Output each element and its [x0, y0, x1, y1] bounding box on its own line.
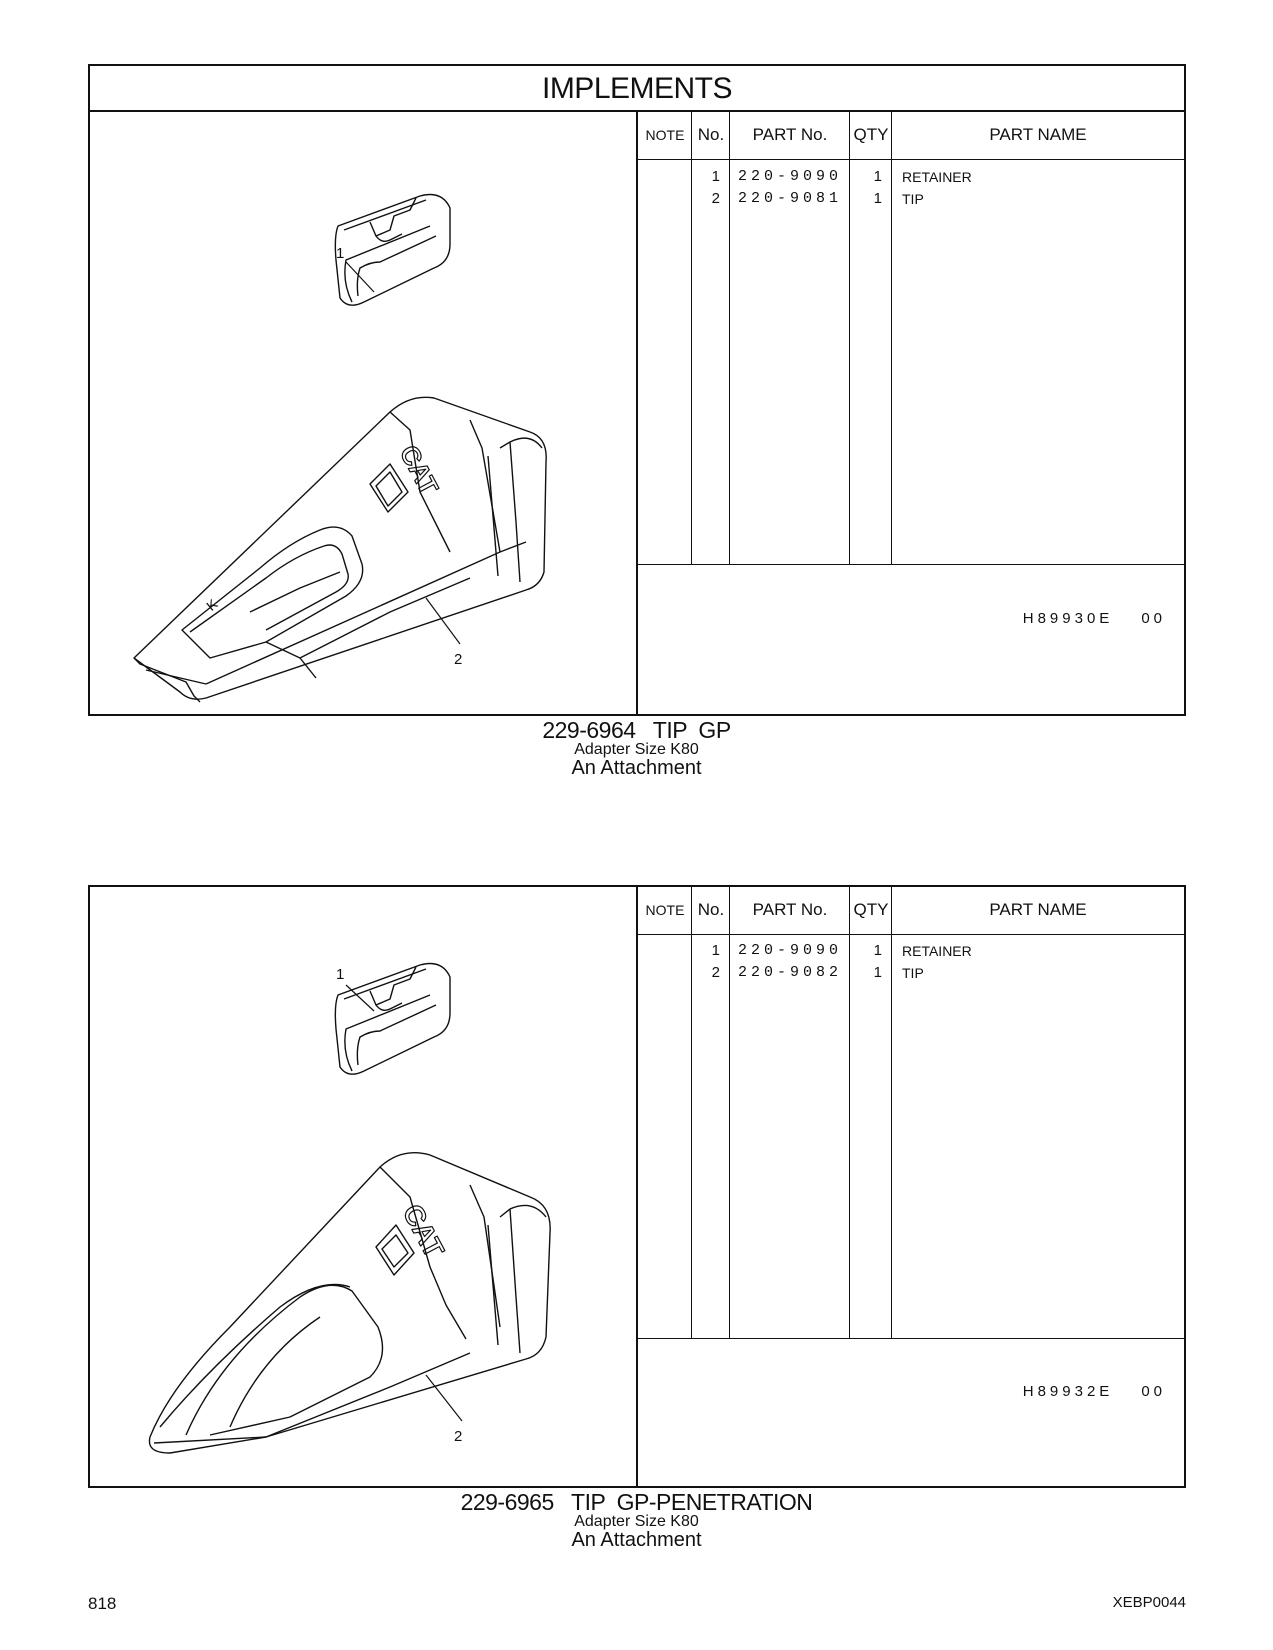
table-row — [638, 962, 1184, 984]
table-row — [638, 166, 1184, 188]
caption-title: 229-6964 TIP GP — [542, 717, 731, 743]
retainer-drawing — [335, 964, 450, 1075]
section-title: IMPLEMENTS — [90, 66, 1184, 112]
header-note: NOTE — [645, 902, 685, 918]
retainer-drawing — [335, 195, 450, 306]
row-part-no: 220-9082 — [738, 964, 843, 981]
header-note: NOTE — [645, 127, 685, 143]
illustration-reference — [1023, 1383, 1166, 1400]
tip-drawing — [149, 1153, 550, 1453]
header-qty: QTY — [853, 125, 889, 144]
tip-penetration-illustration — [90, 887, 638, 1487]
caption-subtitle: Adapter Size K80 — [574, 1513, 699, 1530]
header-part-no: PART No. — [752, 125, 828, 144]
header-no: No. — [697, 900, 725, 919]
caption-note: An Attachment — [571, 1529, 702, 1551]
row-part-name: TIP — [902, 191, 924, 207]
row-part-no: 220-9090 — [738, 942, 843, 959]
callout-2: 2 — [454, 651, 463, 668]
illustration-ref-code: H89930E — [1022, 610, 1114, 627]
tip-illustration — [90, 112, 638, 718]
page-number: 818 — [88, 1594, 117, 1613]
illustration-rev: 00 — [1141, 1383, 1166, 1400]
illustration-rev: 00 — [1141, 610, 1166, 627]
parts-table — [638, 887, 1184, 1486]
row-part-no: 220-9090 — [738, 168, 843, 185]
header-part-no: PART No. — [752, 900, 828, 919]
table-header — [638, 887, 1184, 935]
row-no: 2 — [711, 190, 720, 207]
header-qty: QTY — [853, 900, 889, 919]
table-row — [638, 940, 1184, 962]
svg-text:CAT: CAT — [393, 440, 445, 500]
row-part-name: RETAINER — [902, 943, 972, 959]
row-part-no: 220-9081 — [738, 190, 843, 207]
row-qty: 1 — [873, 942, 882, 959]
row-qty: 1 — [873, 190, 882, 207]
table-row — [638, 188, 1184, 210]
row-qty: 1 — [873, 964, 882, 981]
parts-panel-2 — [88, 885, 1186, 1488]
header-no: No. — [697, 125, 725, 144]
callout-1: 1 — [336, 966, 345, 983]
illustration-area — [90, 887, 638, 1486]
illustration-ref-code: H89932E — [1022, 1383, 1114, 1400]
header-part-name: PART NAME — [989, 125, 1087, 144]
row-no: 1 — [711, 168, 720, 185]
reference-divider — [638, 564, 1184, 565]
reference-divider — [638, 1338, 1184, 1339]
row-no: 2 — [711, 964, 720, 981]
parts-panel-1 — [88, 64, 1186, 716]
header-part-name: PART NAME — [989, 900, 1087, 919]
document-code: XEBP0044 — [1112, 1594, 1186, 1611]
svg-text:K: K — [203, 595, 221, 614]
tip-drawing — [134, 397, 546, 702]
svg-text:CAT: CAT — [396, 1199, 451, 1263]
group-caption-2 — [0, 1490, 1273, 1550]
callout-1: 1 — [336, 245, 345, 262]
panel-body — [90, 887, 1184, 1486]
row-no: 1 — [711, 942, 720, 959]
caption-title: 229-6965 TIP GP-PENETRATION — [460, 1489, 813, 1515]
illustration-reference — [1023, 610, 1166, 627]
row-part-name: TIP — [902, 965, 924, 981]
group-caption-1 — [0, 718, 1273, 778]
table-header — [638, 112, 1184, 160]
parts-table — [638, 112, 1184, 714]
callout-2: 2 — [454, 1428, 463, 1445]
panel-body — [90, 112, 1184, 714]
illustration-area — [90, 112, 638, 714]
caption-note: An Attachment — [571, 757, 702, 779]
row-qty: 1 — [873, 168, 882, 185]
caption-subtitle: Adapter Size K80 — [574, 741, 699, 758]
row-part-name: RETAINER — [902, 169, 972, 185]
